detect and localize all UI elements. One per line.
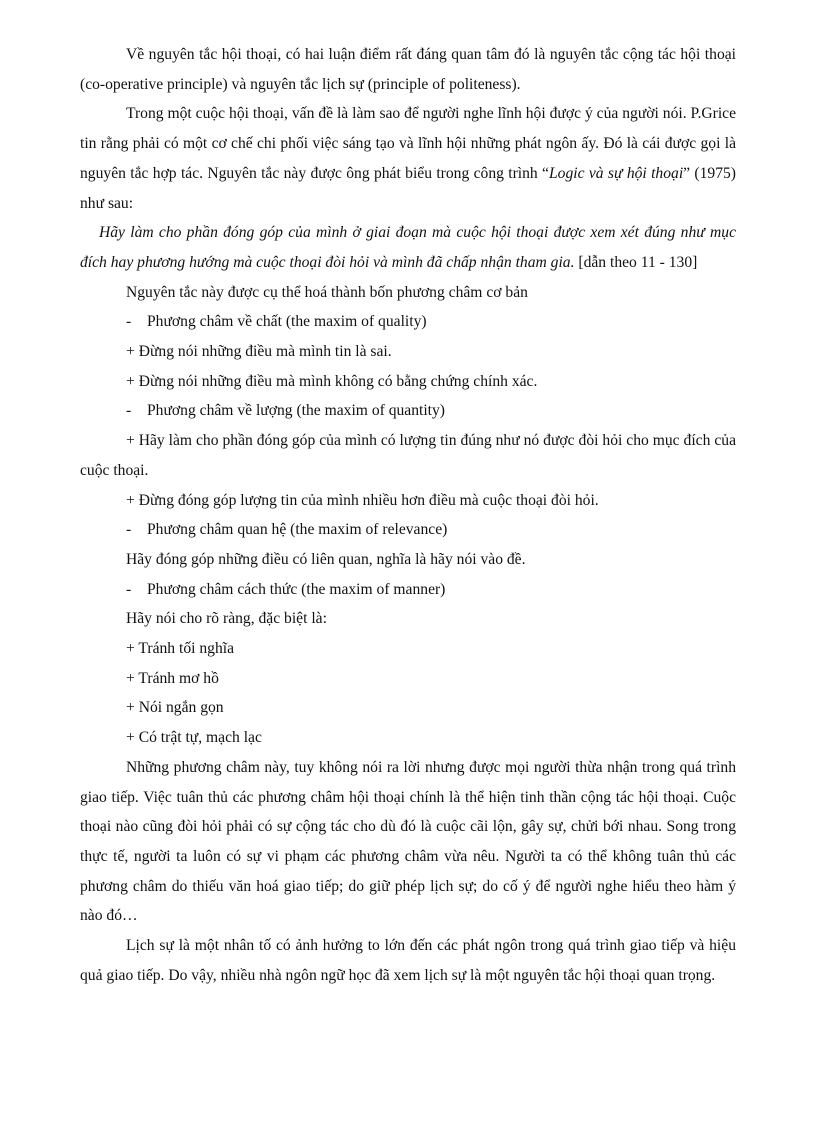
maxim-quality-heading <box>80 307 736 337</box>
maxim-manner-rule-2: + Tránh mơ hồ <box>126 669 219 687</box>
dash-marker: - <box>126 402 132 420</box>
maxim-quantity-rule-2: + Đừng đóng góp lượng tin của mình nhiều hơn điều mà cuộc thoại đòi hỏi. <box>126 491 599 509</box>
maxim-manner-rule-3: + Nói ngắn gọn <box>126 699 224 717</box>
quote-text: Hãy làm cho phần đóng góp của mình ở giai đoạn mà cuộc hội thoại được xem xét đúng như mục đích hay phương hướng mà cuộc thoại đòi hỏi và mình đã chấp nhận tham gia. <box>80 224 736 271</box>
paragraph-principles-intro: Về nguyên tắc hội thoại, có hai luận điểm rất đáng quan tâm đó là nguyên tắc cộng tác hội thoại (co-operative principle) và nguyên tắc lịch sự (principle of politeness). <box>80 46 736 93</box>
maxim-manner-intro: Hãy nói cho rõ ràng, đặc biệt là: <box>126 610 327 628</box>
grice-text-b: ” (1975) như sau: <box>80 164 736 212</box>
paragraph-politeness: Lịch sự là một nhân tố có ảnh hưởng to lớn đến các phát ngôn trong quá trình giao tiếp và hiệu quả giao tiếp. Do vậy, nhiều nhà ngôn ngữ học đã xem lịch sự là một nguyên tắc hội thoại quan trọng. <box>80 937 736 984</box>
maxims-intro: Nguyên tắc này được cụ thể hoá thành bốn phương châm cơ bản <box>126 283 528 301</box>
maxim-quality-title: Phương châm về chất (the maxim of quality) <box>147 313 427 331</box>
maxim-manner-rule-4: + Có trật tự, mạch lạc <box>126 729 262 747</box>
dash-marker: - <box>126 521 132 539</box>
document-page <box>80 40 736 991</box>
maxim-manner-title: Phương châm cách thức (the maxim of manner) <box>147 580 446 598</box>
quote-citation: [dẫn theo 11 - 130] <box>574 253 698 271</box>
work-title: Logic và sự hội thoại <box>548 164 684 182</box>
maxim-quantity-title: Phương châm về lượng (the maxim of quantity) <box>147 402 446 420</box>
maxim-relevance-title: Phương châm quan hệ (the maxim of relevance) <box>147 521 448 539</box>
maxim-quality-rule-2: + Đừng nói những điều mà mình không có bằng chứng chính xác. <box>126 372 538 390</box>
paragraph-maxims-discussion: Những phương châm này, tuy không nói ra lời nhưng được mọi người thừa nhận trong quá trình giao tiếp. Việc tuân thủ các phương châm hội thoại chính là thể hiện tinh thần cộng tác hội thoại. Cuộc thoại nào cũng đòi hỏi phải có sự cộng tác cho dù đó là cuộc cãi lộn, gây sự, chửi bới nhau. Song trong thực tế, người ta luôn có sự vi phạm các phương châm vừa nêu. Người ta có thể không tuân thủ các phương châm do thiếu văn hoá giao tiếp; do giữ phép lịch sự; do cố ý để người nghe hiểu theo hàm ý nào đó… <box>80 758 736 925</box>
maxim-manner-rule-1: + Tránh tối nghĩa <box>126 640 234 658</box>
quote-paragraph <box>80 218 736 277</box>
maxim-relevance-rule: Hãy đóng góp những điều có liên quan, nghĩa là hãy nói vào đề. <box>126 550 526 568</box>
maxim-quantity-rule-1: + Hãy làm cho phần đóng góp của mình có lượng tin đúng như nó được đòi hỏi cho mục đích của cuộc thoại. <box>80 432 736 479</box>
maxim-quality-rule-1: + Đừng nói những điều mà mình tin là sai. <box>126 343 392 361</box>
maxim-quantity-heading <box>80 396 736 426</box>
maxim-manner-heading <box>80 575 736 605</box>
grice-text-a: Trong một cuộc hội thoại, vấn đề là làm sao để người nghe lĩnh hội được ý của người nói. P.Grice tin rằng phải có một cơ chế chi phối việc sáng tạo và lĩnh hội những phát ngôn ấy. Đó là cái được gọi là nguyên tắc hợp tác. Nguyên tắc này được ông phát biểu trong công trình “ <box>80 105 736 182</box>
paragraph-grice <box>80 99 736 218</box>
maxim-relevance-heading <box>80 515 736 545</box>
dash-marker: - <box>126 313 132 331</box>
dash-marker: - <box>126 580 132 598</box>
